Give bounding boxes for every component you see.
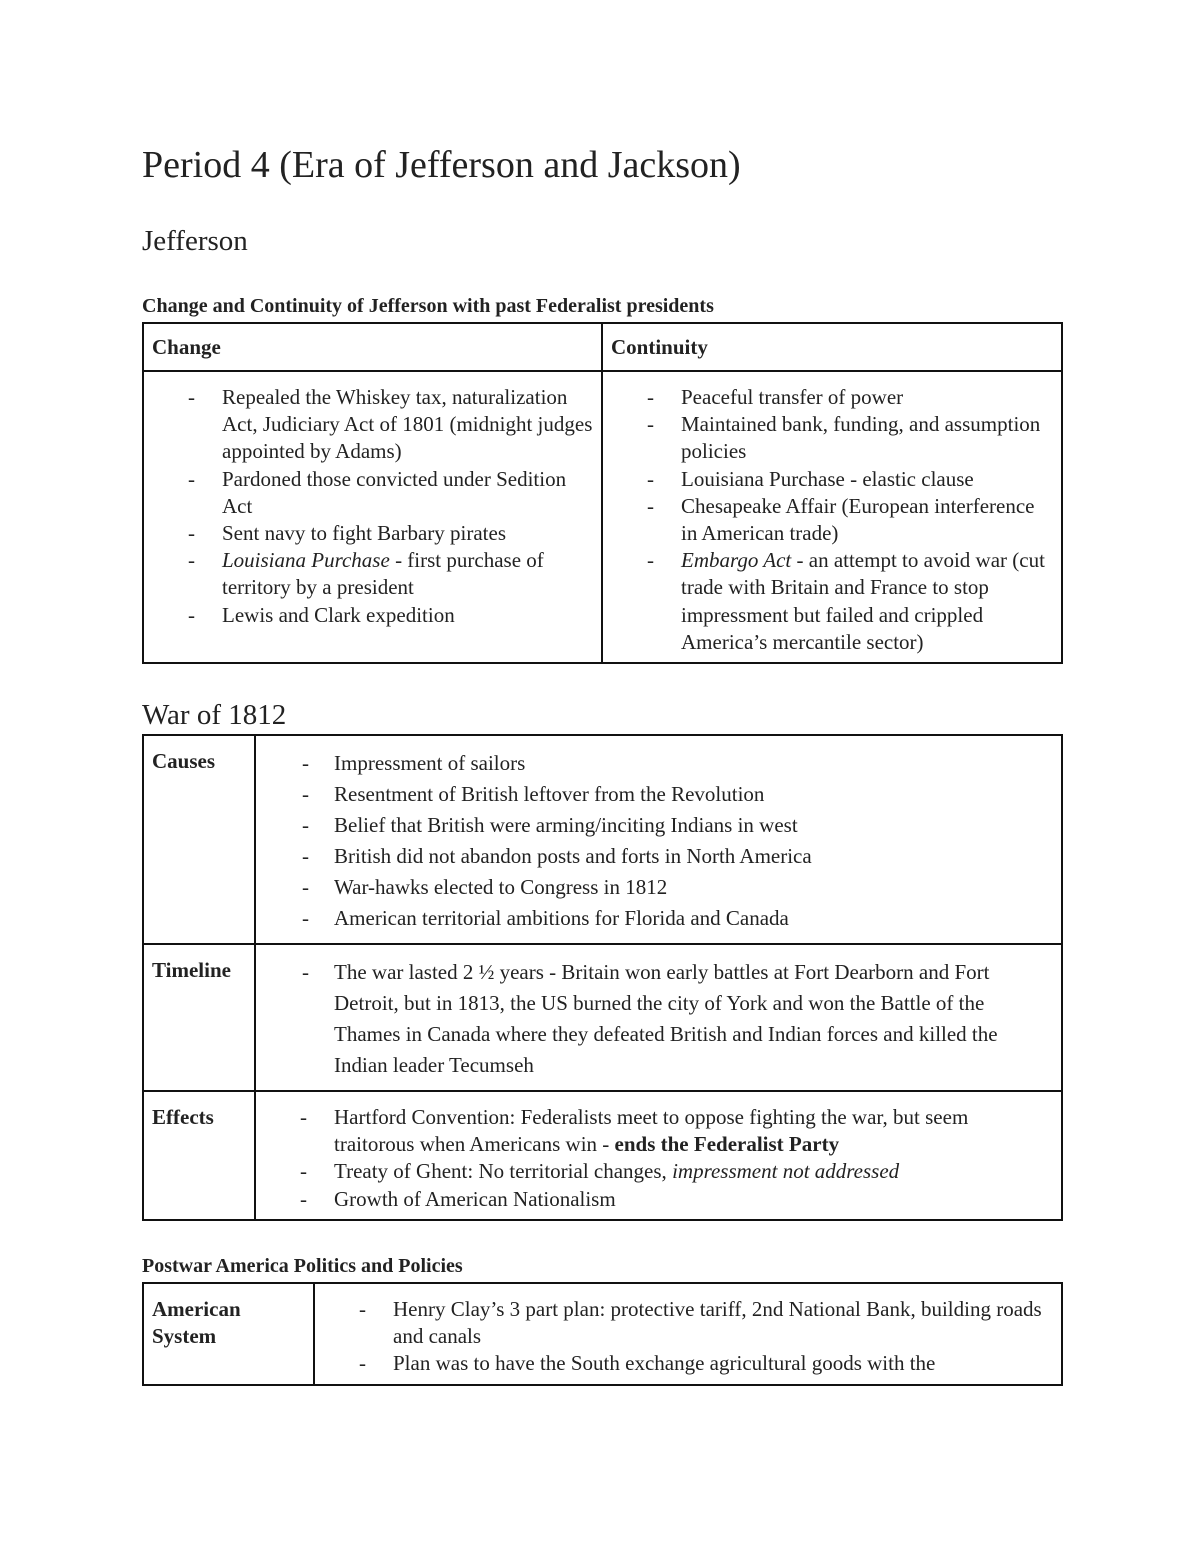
- list-item: - Hartford Convention: Federalists meet to oppose fighting the war, but seem traitorous when Americans win - ends the Federalist Party: [334, 1104, 1053, 1158]
- causes-list: [264, 748, 1053, 934]
- list-item: - Growth of American Nationalism: [334, 1186, 1053, 1213]
- table-header-row: [143, 323, 1062, 371]
- american-system-list: [323, 1296, 1053, 1378]
- change-cell: [143, 371, 602, 663]
- change-list: [152, 384, 593, 629]
- jefferson-change-continuity-table: [142, 322, 1063, 664]
- list-item: - British did not abandon posts and forts in North America: [334, 841, 1053, 872]
- war-1812-table: [142, 734, 1063, 1221]
- list-item: - Louisiana Purchase - first purchase of territory by a president: [222, 547, 593, 601]
- col-change-header: Change: [143, 323, 602, 371]
- italic-term: Embargo Act: [681, 548, 792, 573]
- list-item: - Impressment of sailors: [334, 748, 1053, 779]
- effects-cell: [255, 1091, 1062, 1220]
- list-item: - Treaty of Ghent: No territorial changes, impressment not addressed: [334, 1158, 1053, 1185]
- list-item: - Maintained bank, funding, and assumption policies: [681, 411, 1053, 465]
- table-row: [143, 1283, 1062, 1385]
- continuity-list: [611, 384, 1053, 656]
- list-item: - Chesapeake Affair (European interference in American trade): [681, 493, 1053, 547]
- table-row: [143, 371, 1062, 663]
- causes-cell: [255, 735, 1062, 944]
- italic-emphasis: impressment not addressed: [672, 1159, 900, 1184]
- jefferson-table-caption: Change and Continuity of Jefferson with past Federalist presidents: [142, 295, 714, 317]
- list-item: - Embargo Act - an attempt to avoid war (cut trade with Britain and France to stop impressment but failed and crippled America’s mercantile sector): [681, 547, 1053, 656]
- postwar-table: [142, 1282, 1063, 1386]
- postwar-caption: Postwar America Politics and Policies: [142, 1255, 463, 1277]
- timeline-label: Timeline: [143, 944, 255, 1091]
- list-item: - Repealed the Whiskey tax, naturalization Act, Judiciary Act of 1801 (midnight judges appointed by Adams): [222, 384, 593, 466]
- col-continuity-header: Continuity: [602, 323, 1062, 371]
- american-system-cell: [314, 1283, 1062, 1385]
- list-item: - War-hawks elected to Congress in 1812: [334, 872, 1053, 903]
- list-item: - The war lasted 2 ½ years - Britain won early battles at Fort Dearborn and Fort Detroit, but in 1813, the US burned the city of York and won the Battle of the Thames in Canada where they defeated British and Indian forces and killed the Indian leader Tecumseh: [334, 957, 1053, 1081]
- causes-label: Causes: [143, 735, 255, 944]
- list-item: - Belief that British were arming/inciting Indians in west: [334, 810, 1053, 841]
- timeline-cell: [255, 944, 1062, 1091]
- italic-term: Louisiana Purchase: [222, 548, 390, 573]
- list-item: - Sent navy to fight Barbary pirates: [222, 520, 593, 547]
- list-item: - Lewis and Clark expedition: [222, 602, 593, 629]
- list-item: - American territorial ambitions for Florida and Canada: [334, 903, 1053, 934]
- table-row: [143, 1091, 1062, 1220]
- jefferson-heading: Jefferson: [142, 225, 248, 257]
- list-item: - Henry Clay’s 3 part plan: protective tariff, 2nd National Bank, building roads and canals: [393, 1296, 1053, 1350]
- list-item: - Louisiana Purchase - elastic clause: [681, 466, 1053, 493]
- effects-label: Effects: [143, 1091, 255, 1220]
- bold-emphasis: ends the Federalist Party: [614, 1132, 840, 1157]
- table-row: [143, 944, 1062, 1091]
- continuity-cell: [602, 371, 1062, 663]
- war-1812-heading: War of 1812: [142, 699, 287, 731]
- list-item: - Peaceful transfer of power: [681, 384, 1053, 411]
- list-item: - Pardoned those convicted under Sedition Act: [222, 466, 593, 520]
- timeline-list: [264, 957, 1053, 1081]
- american-system-label: American System: [143, 1283, 314, 1385]
- effects-list: [264, 1104, 1053, 1213]
- list-item: - Resentment of British leftover from the Revolution: [334, 779, 1053, 810]
- page-title: Period 4 (Era of Jefferson and Jackson): [142, 144, 741, 186]
- list-item: - Plan was to have the South exchange agricultural goods with the: [393, 1350, 1053, 1377]
- table-row: [143, 735, 1062, 944]
